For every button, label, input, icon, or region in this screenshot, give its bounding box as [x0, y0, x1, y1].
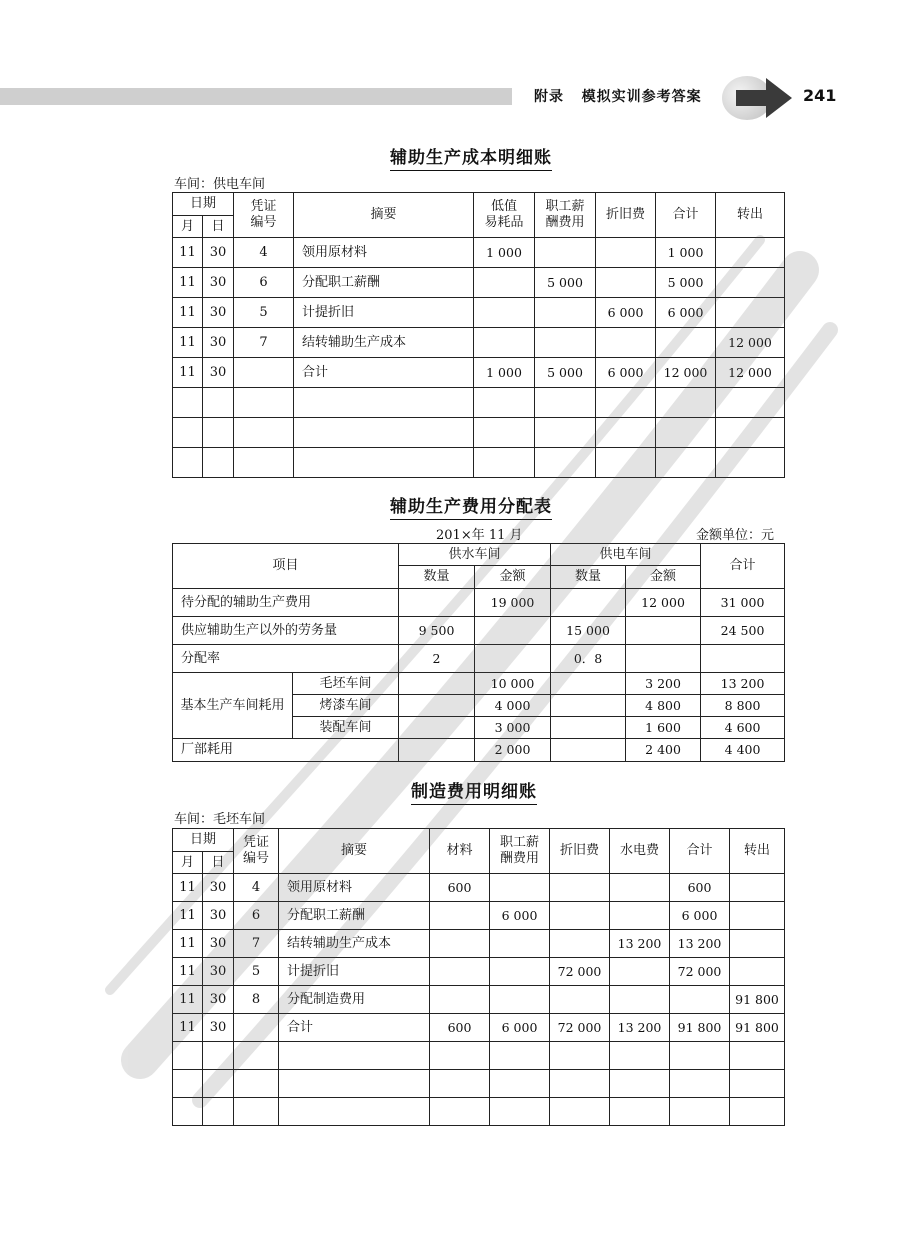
table-cell: [430, 1042, 490, 1070]
table-cell: 6 000: [656, 298, 716, 328]
table-cell: [203, 388, 234, 418]
voucher-header: 凭证 编号: [234, 193, 294, 238]
table-cell: [203, 1098, 234, 1126]
table-cell: [610, 902, 670, 930]
table-cell: 12 000: [656, 358, 716, 388]
table-cell: [234, 448, 294, 478]
table-row: [173, 1042, 785, 1070]
table-cell: 结转辅助生产成本: [294, 328, 474, 358]
table-cell: 6 000: [596, 358, 656, 388]
table-cell: [610, 1098, 670, 1126]
table-cell: 91 800: [730, 1014, 785, 1042]
table-row: 厂部耗用 2 000 2 400 4 400: [173, 739, 785, 762]
table-cell: 30: [203, 268, 234, 298]
table-cell: 1 000: [474, 358, 535, 388]
table-row: [173, 268, 785, 298]
table-cell: 结转辅助生产成本: [279, 930, 430, 958]
table-cell: [430, 958, 490, 986]
table-cell: [294, 448, 474, 478]
table-cell: [550, 1070, 610, 1098]
table-cell: 计提折旧: [279, 958, 430, 986]
table-cell: [490, 1070, 550, 1098]
table-cell: 7: [234, 328, 294, 358]
table-cell: 11: [173, 958, 203, 986]
table-cell: [490, 1098, 550, 1126]
table-cell: 91 800: [730, 986, 785, 1014]
table-cell: [730, 874, 785, 902]
col-header: 合计: [656, 193, 716, 238]
date-header: 日期: [173, 193, 234, 216]
section-title: 附录 模拟实训参考答案: [534, 89, 702, 105]
table-cell: 11: [173, 986, 203, 1014]
amt-header: 金额: [475, 566, 551, 589]
table-cell: [535, 298, 596, 328]
table-cell: 11: [173, 902, 203, 930]
table2-title: 辅助生产费用分配表: [390, 492, 552, 517]
table-cell: 30: [203, 902, 234, 930]
table-cell: [535, 418, 596, 448]
table-cell: [716, 268, 785, 298]
table-cell: 30: [203, 358, 234, 388]
table-cell: 7: [234, 930, 279, 958]
table-row: [173, 388, 785, 418]
table-cell: [234, 358, 294, 388]
table-cell: [610, 874, 670, 902]
table-cell: [474, 388, 535, 418]
summary-header: 摘要: [279, 829, 430, 874]
col-header: 折旧费: [596, 193, 656, 238]
col-header: 合计: [670, 829, 730, 874]
date-header: 日期: [173, 829, 234, 852]
col-header: 转出: [716, 193, 785, 238]
basic-workshop-label: 基本生产车间耗用: [173, 673, 293, 739]
table-cell: [550, 1042, 610, 1070]
col-header: 材料: [430, 829, 490, 874]
table-cell: 11: [173, 1014, 203, 1042]
col-header: 转出: [730, 829, 785, 874]
table-cell: [294, 418, 474, 448]
table-cell: [670, 1098, 730, 1126]
table-cell: [173, 448, 203, 478]
table1-workshop: 车间：供电车间: [174, 177, 266, 192]
table-cell: 30: [203, 328, 234, 358]
table-cell: [234, 418, 294, 448]
table-cell: 72 000: [670, 958, 730, 986]
table-cell: 30: [203, 1014, 234, 1042]
table-cell: 11: [173, 298, 203, 328]
table-cell: [279, 1070, 430, 1098]
table-cell: 合计: [294, 358, 474, 388]
table-cell: [535, 388, 596, 418]
table-cell: [730, 902, 785, 930]
item-header: 项目: [173, 544, 399, 589]
table-cell: [173, 1042, 203, 1070]
col-header: 职工薪 酬费用: [490, 829, 550, 874]
table-cell: [656, 448, 716, 478]
water-workshop-header: 供水车间: [399, 544, 551, 566]
table-row: [173, 986, 785, 1014]
table-cell: [294, 388, 474, 418]
table-cell: [596, 268, 656, 298]
table-cell: 11: [173, 328, 203, 358]
table-cell: [234, 1070, 279, 1098]
col-header: 职工薪 酬费用: [535, 193, 596, 238]
qty-header: 数量: [399, 566, 475, 589]
table-cell: [596, 418, 656, 448]
table-cell: [596, 388, 656, 418]
month-header: 月: [173, 852, 203, 874]
table-cell: [203, 418, 234, 448]
table-cell: 6 000: [596, 298, 656, 328]
table-cell: 1 000: [474, 238, 535, 268]
table-cell: [279, 1042, 430, 1070]
table-cell: [490, 1042, 550, 1070]
col-header: 折旧费: [550, 829, 610, 874]
table-row: 基本生产车间耗用 毛坯车间 10 000 3 200 13 200: [173, 673, 785, 695]
table-cell: 600: [430, 1014, 490, 1042]
table-cell: [670, 1042, 730, 1070]
table-cell: [730, 958, 785, 986]
day-header: 日: [203, 852, 234, 874]
table-cell: [173, 388, 203, 418]
table-cell: [730, 930, 785, 958]
table-row: [173, 874, 785, 902]
table-cell: 13 200: [670, 930, 730, 958]
table-cell: [550, 874, 610, 902]
table-cell: [203, 1042, 234, 1070]
table-cell: [610, 1070, 670, 1098]
table-cell: [550, 902, 610, 930]
table-cell: 13 200: [610, 1014, 670, 1042]
table-cell: [656, 328, 716, 358]
table-row: 分配率 2 0．8: [173, 645, 785, 673]
table-cell: 分配职工薪酬: [294, 268, 474, 298]
table-row: [173, 418, 785, 448]
table-cell: 6 000: [490, 1014, 550, 1042]
table-cell: [490, 958, 550, 986]
page-number: 241: [803, 86, 837, 105]
table-cell: [173, 418, 203, 448]
table-cell: 5 000: [535, 268, 596, 298]
col-header: 水电费: [610, 829, 670, 874]
table-cell: 30: [203, 930, 234, 958]
table-cell: [173, 1070, 203, 1098]
table-cell: 合计: [279, 1014, 430, 1042]
table-cell: [490, 874, 550, 902]
table-cell: 领用原材料: [294, 238, 474, 268]
table-cell: [279, 1098, 430, 1126]
table-cell: [716, 298, 785, 328]
table-cell: 4: [234, 238, 294, 268]
day-header: 日: [203, 216, 234, 238]
table-cell: 30: [203, 238, 234, 268]
table-cell: 分配职工薪酬: [279, 902, 430, 930]
table-cell: 6 000: [490, 902, 550, 930]
table-cell: [596, 328, 656, 358]
table-row: [173, 328, 785, 358]
table-cell: [535, 448, 596, 478]
table-cell: [670, 986, 730, 1014]
table-cell: [474, 448, 535, 478]
table-cell: 11: [173, 930, 203, 958]
table2-unit: 金额单位：元: [696, 528, 775, 543]
total-header: 合计: [701, 544, 785, 589]
table-row: [173, 1014, 785, 1042]
table-cell: [716, 418, 785, 448]
table-cell: 领用原材料: [279, 874, 430, 902]
table-cell: 4: [234, 874, 279, 902]
table-cell: 6: [234, 268, 294, 298]
table-cell: [430, 902, 490, 930]
table-cell: [730, 1098, 785, 1126]
table-cell: 11: [173, 268, 203, 298]
table-cell: [474, 298, 535, 328]
table-cell: [670, 1070, 730, 1098]
table-cell: [234, 1042, 279, 1070]
table-cell: [596, 238, 656, 268]
table-cell: [535, 238, 596, 268]
table-cell: [430, 930, 490, 958]
manufacturing-overhead-ledger-table: [172, 828, 785, 1126]
table-cell: 12 000: [716, 328, 785, 358]
power-workshop-header: 供电车间: [551, 544, 701, 566]
table3-workshop: 车间：毛坯车间: [174, 812, 266, 827]
table-cell: [474, 328, 535, 358]
table-cell: 30: [203, 958, 234, 986]
table-row: [173, 1098, 785, 1126]
table-cell: [610, 958, 670, 986]
table-cell: 11: [173, 358, 203, 388]
table-cell: 6: [234, 902, 279, 930]
table-row: [173, 958, 785, 986]
table-cell: [490, 930, 550, 958]
table-cell: 30: [203, 874, 234, 902]
table-cell: [550, 986, 610, 1014]
table-row: 装配车间 3 000 1 600 4 600: [173, 717, 785, 739]
table-cell: [550, 930, 610, 958]
col-header: 低值 易耗品: [474, 193, 535, 238]
table-row: [173, 448, 785, 478]
table-row: [173, 930, 785, 958]
table-cell: 30: [203, 986, 234, 1014]
table-row: [173, 1070, 785, 1098]
voucher-header: 凭证 编号: [234, 829, 279, 874]
table-cell: 6 000: [670, 902, 730, 930]
month-header: 月: [173, 216, 203, 238]
table-cell: [610, 1042, 670, 1070]
table-cell: 12 000: [716, 358, 785, 388]
table-row: 供应辅助生产以外的劳务量 9 500 15 000 24 500: [173, 617, 785, 645]
table-cell: 5: [234, 958, 279, 986]
table-cell: [656, 418, 716, 448]
table-cell: 1 000: [656, 238, 716, 268]
table-row: [173, 358, 785, 388]
table-cell: [490, 986, 550, 1014]
table-row: 待分配的辅助生产费用 19 000 12 000 31 000: [173, 589, 785, 617]
auxiliary-cost-ledger-table: [172, 192, 785, 478]
table-cell: 600: [430, 874, 490, 902]
table-cell: 5 000: [656, 268, 716, 298]
table-row: [173, 238, 785, 268]
table-cell: 分配制造费用: [279, 986, 430, 1014]
table-cell: [203, 1070, 234, 1098]
table-cell: [716, 448, 785, 478]
table-cell: [430, 1070, 490, 1098]
table-cell: 11: [173, 238, 203, 268]
table-cell: [730, 1042, 785, 1070]
table-cell: 72 000: [550, 958, 610, 986]
amt-header: 金额: [626, 566, 701, 589]
table-cell: 11: [173, 874, 203, 902]
auxiliary-allocation-table: [172, 543, 785, 762]
table-cell: 72 000: [550, 1014, 610, 1042]
table-cell: [610, 986, 670, 1014]
table-cell: [656, 388, 716, 418]
table1-title: 辅助生产成本明细账: [390, 143, 552, 168]
table-cell: [173, 1098, 203, 1126]
header-bar: [0, 88, 512, 105]
table-cell: 91 800: [670, 1014, 730, 1042]
table-cell: 8: [234, 986, 279, 1014]
table-cell: 13 200: [610, 930, 670, 958]
table-cell: [716, 388, 785, 418]
table-cell: [430, 986, 490, 1014]
table3-title: 制造费用明细账: [411, 777, 537, 802]
table-row: 烤漆车间 4 000 4 800 8 800: [173, 695, 785, 717]
table-cell: [535, 328, 596, 358]
table-cell: [474, 268, 535, 298]
table-cell: 5 000: [535, 358, 596, 388]
table-cell: [596, 448, 656, 478]
table-cell: [730, 1070, 785, 1098]
table-cell: 30: [203, 298, 234, 328]
arrow-right-icon: [736, 76, 796, 120]
table-cell: [234, 1014, 279, 1042]
table-cell: [550, 1098, 610, 1126]
table-row: [173, 902, 785, 930]
table-cell: [474, 418, 535, 448]
summary-header: 摘要: [294, 193, 474, 238]
table-cell: 5: [234, 298, 294, 328]
table-cell: [430, 1098, 490, 1126]
table-cell: [234, 388, 294, 418]
table-cell: [234, 1098, 279, 1126]
table-cell: [203, 448, 234, 478]
qty-header: 数量: [551, 566, 626, 589]
table-cell: 600: [670, 874, 730, 902]
table-row: [173, 298, 785, 328]
table-cell: [716, 238, 785, 268]
table2-period: 201×年 11 月: [436, 528, 523, 543]
table-cell: 计提折旧: [294, 298, 474, 328]
